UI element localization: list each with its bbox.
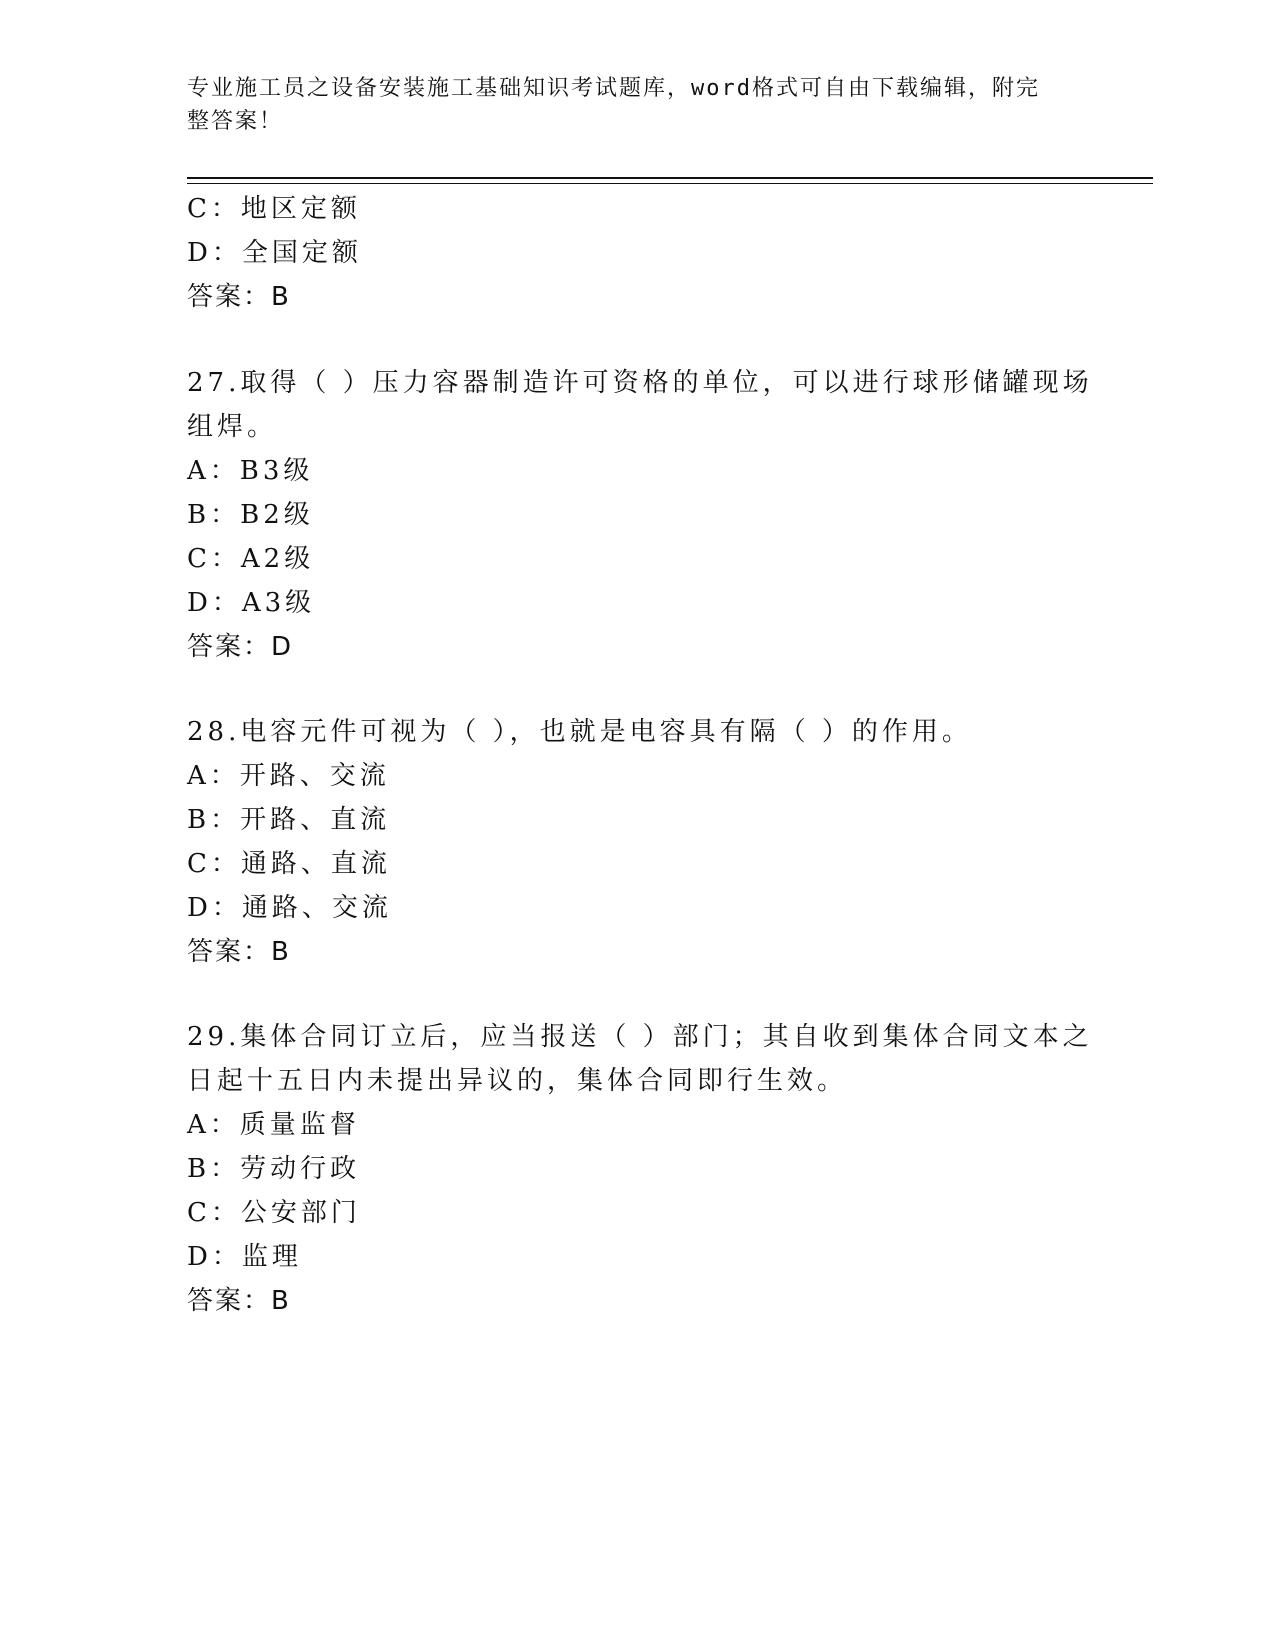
option-a: A：B3级 (187, 456, 314, 486)
option-c: C：A2级 (187, 544, 315, 574)
question-stem-line: 27.取得（ ）压力容器制造许可资格的单位，可以进行球形储罐现场 (187, 368, 1093, 398)
option-a: A：开路、交流 (187, 761, 390, 791)
header-line-2: 整答案！ (187, 109, 284, 134)
option-d: D：全国定额 (187, 238, 362, 268)
document-header (187, 72, 1067, 138)
answer-line: 答案：B (187, 282, 291, 312)
option-c: C：通路、直流 (187, 849, 391, 879)
header-line-1: 专业施工员之设备安装施工基础知识考试题库，word格式可自由下载编辑，附完 (187, 76, 1040, 101)
header-divider-thin (187, 183, 1153, 184)
option-c: C：公安部门 (187, 1198, 361, 1228)
header-divider-thick (187, 177, 1153, 179)
option-d: D：监理 (187, 1242, 302, 1272)
option-d: D：通路、交流 (187, 893, 392, 923)
option-c: C：地区定额 (187, 194, 361, 224)
question-stem-line: 日起十五日内未提出异议的，集体合同即行生效。 (187, 1066, 848, 1096)
option-a: A：质量监督 (187, 1110, 360, 1140)
option-d: D：A3级 (187, 588, 316, 618)
question-stem-line: 组焊。 (187, 412, 278, 442)
answer-line: 答案：B (187, 937, 291, 967)
answer-line: 答案：D (187, 632, 294, 662)
option-b: B：开路、直流 (187, 805, 391, 835)
question-stem-line: 28.电容元件可视为（ ），也就是电容具有隔（ ）的作用。 (187, 717, 972, 747)
option-b: B：劳动行政 (187, 1154, 361, 1184)
question-stem-line: 29.集体合同订立后，应当报送（ ）部门；其自收到集体合同文本之 (187, 1022, 1093, 1052)
answer-line: 答案：B (187, 1286, 291, 1316)
option-b: B：B2级 (187, 500, 314, 530)
